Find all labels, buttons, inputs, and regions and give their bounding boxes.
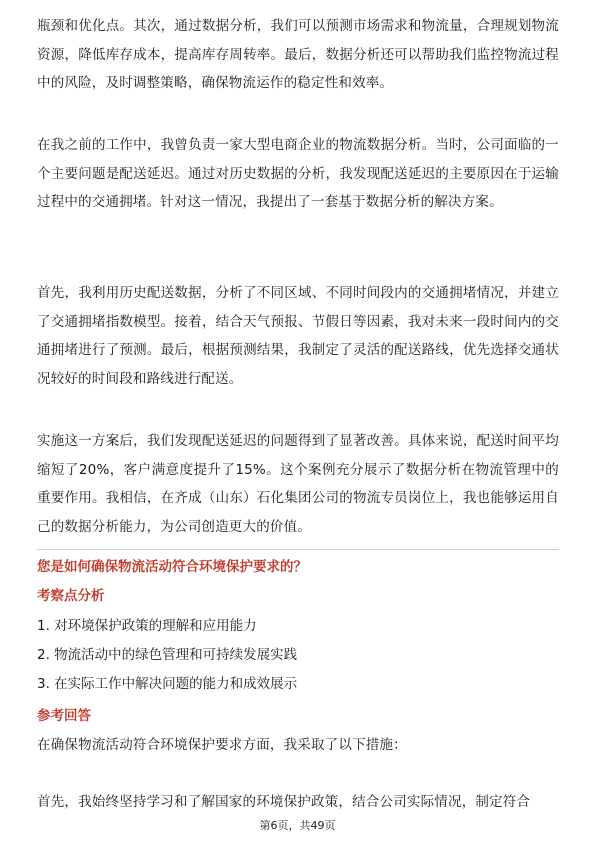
section-divider bbox=[37, 549, 559, 550]
body-paragraph-4: 实施这一方案后，我们发现配送延迟的问题得到了显著改善。具体来说，配送时间平均缩短了20%，客户满意度提升了15%。这个案例充分展示了数据分析在物流管理中的重要作用。我相信，在齐成（山东）石化集团公司的物流专员岗位上，我也能够运用自己的数据分析能力，为公司创造更大的价值。 bbox=[37, 433, 559, 535]
answer-intro: 在确保物流活动符合环境保护要求方面，我采取了以下措施： bbox=[37, 737, 407, 753]
page-number: 第6页，共49页 bbox=[259, 819, 336, 832]
analysis-points-list bbox=[37, 612, 297, 699]
list-item: 3. 在实际工作中解决问题的能力和成效展示 bbox=[37, 676, 298, 692]
analysis-heading: 考察点分析 bbox=[37, 588, 105, 604]
body-paragraph-2: 在我之前的工作中，我曾负责一家大型电商企业的物流数据分析。当时，公司面临的一个主要问题是配送延迟。通过对历史数据的分析，我发现配送延迟的主要原因在于运输过程中的交通拥堵。针对这一情况，我提出了一套基于数据分析的解决方案。 bbox=[37, 137, 559, 210]
answer-paragraph-1: 首先，我始终坚持学习和了解国家的环境保护政策，结合公司实际情况，制定符合 bbox=[37, 794, 531, 810]
body-paragraph-1: 瓶颈和优化点。其次，通过数据分析，我们可以预测市场需求和物流量，合理规划物流资源，降低库存成本，提高库存周转率。最后，数据分析还可以帮助我们监控物流过程中的风险，及时调整策略，确保物流运作的稳定性和效率。 bbox=[37, 18, 559, 91]
list-item: 1. 对环境保护政策的理解和应用能力 bbox=[37, 618, 257, 634]
body-paragraph-3: 首先，我利用历史配送数据，分析了不同区域、不同时间段内的交通拥堵情况，并建立了交通拥堵指数模型。接着，结合天气预报、节假日等因素，我对未来一段时间内的交通拥堵进行了预测。最后，根据预测结果，我制定了灵活的配送路线，优先选择交通状况较好的时间段和路线进行配送。 bbox=[37, 285, 559, 387]
question-title: 您是如何确保物流活动符合环境保护要求的？ bbox=[37, 559, 307, 575]
list-item: 2. 物流活动中的绿色管理和可持续发展实践 bbox=[37, 647, 298, 663]
answer-heading: 参考回答 bbox=[37, 708, 91, 724]
